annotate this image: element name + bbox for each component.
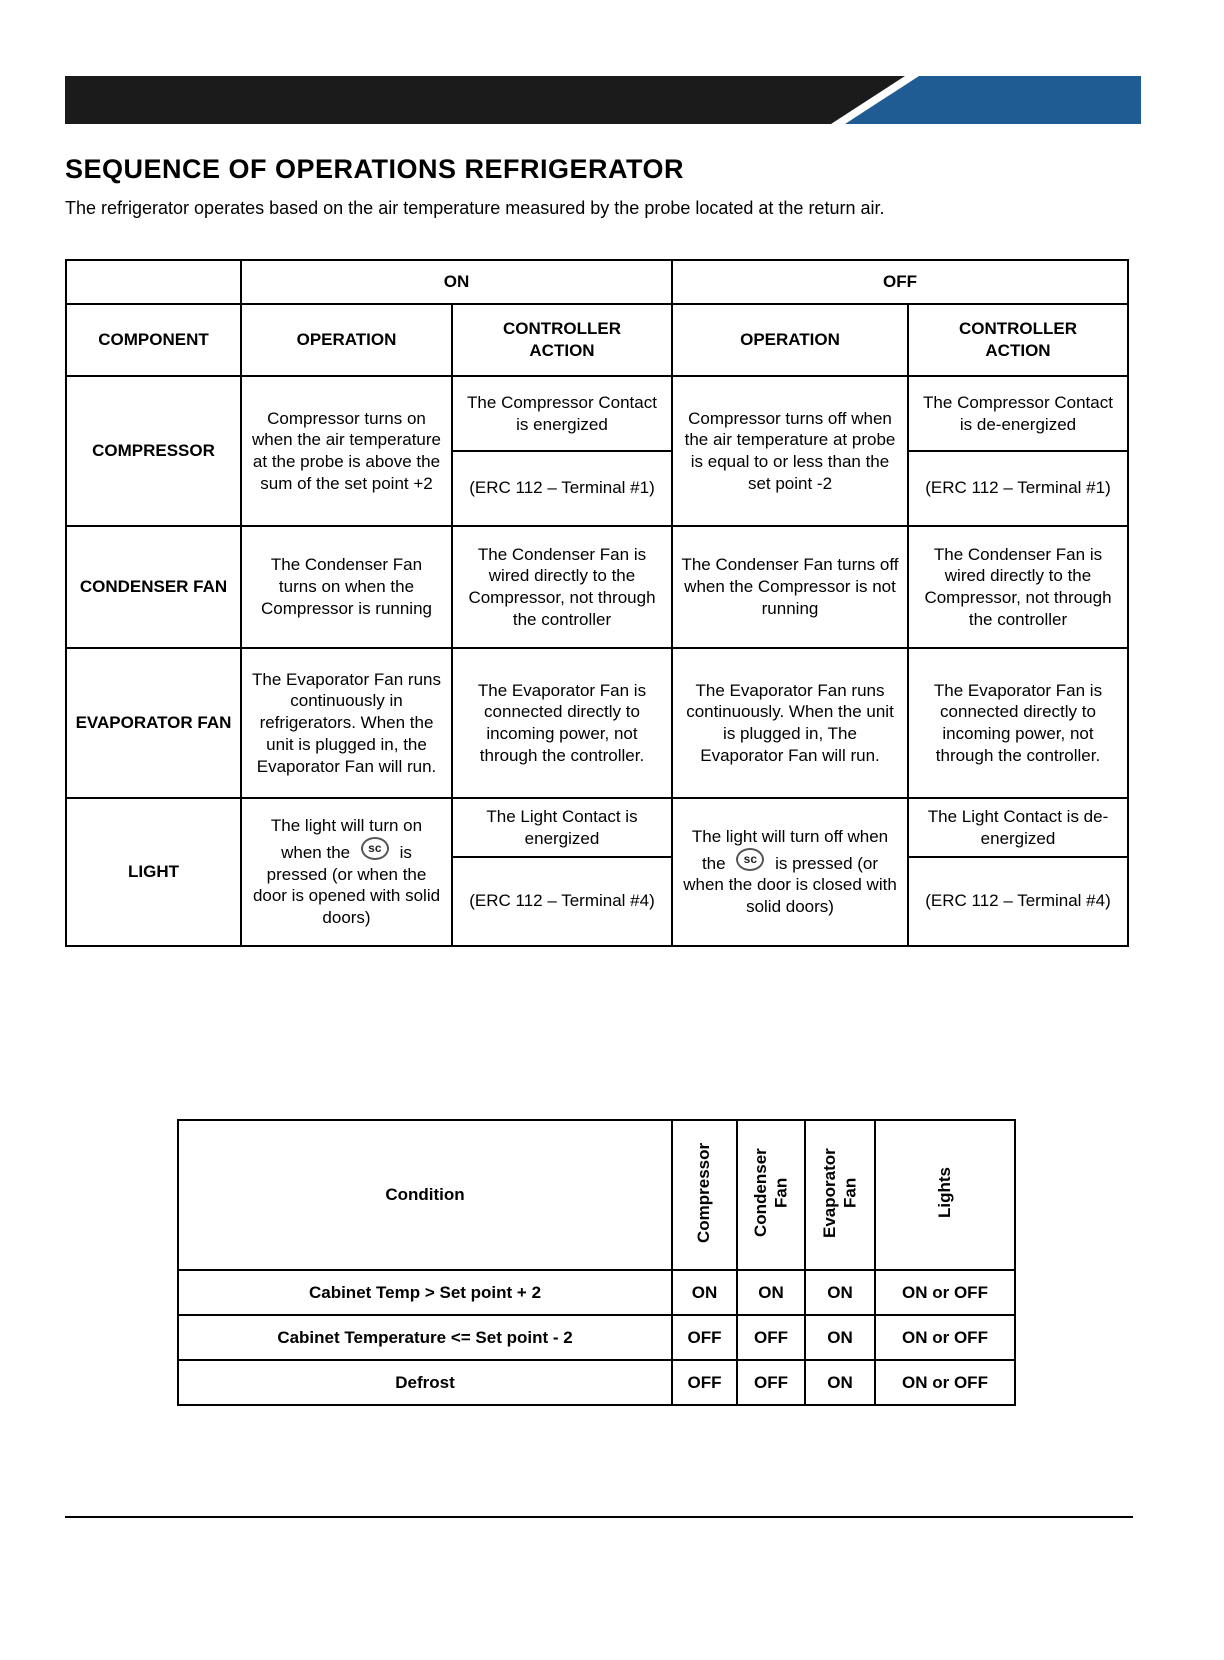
sequence-of-operations-table xyxy=(65,259,1129,947)
condition-1-condenser-fan: ON xyxy=(737,1270,805,1315)
light-component-cell: LIGHT xyxy=(66,798,241,946)
condenser-component-cell: CONDENSER FAN xyxy=(66,526,241,648)
evaporator-fan-row xyxy=(66,648,1128,798)
condition-1-evaporator-fan: ON xyxy=(805,1270,875,1315)
component-header: COMPONENT xyxy=(66,304,241,376)
banner-black-bar xyxy=(65,76,905,124)
condition-2-condenser-fan: OFF xyxy=(737,1315,805,1360)
evaporator-fan-column-header: Evaporator Fan xyxy=(805,1120,875,1270)
page-title: SEQUENCE OF OPERATIONS REFRIGERATOR xyxy=(65,154,685,184)
light-off-action-cell xyxy=(908,798,1128,946)
condition-row-2 xyxy=(178,1315,1015,1360)
condition-3-evaporator-fan: ON xyxy=(805,1360,875,1405)
lights-column-header: Lights xyxy=(875,1120,1015,1270)
light-off-operation-text-after: is pressed (or when the door is closed with solid doors) xyxy=(683,853,897,917)
condenser-off-operation-cell: The Condenser Fan turns off when the Compressor is not running xyxy=(672,526,908,648)
evaporator-component-cell: EVAPORATOR FAN xyxy=(66,648,241,798)
condition-header-row xyxy=(178,1120,1015,1270)
condenser-off-action-cell: The Condenser Fan is wired directly to the Compressor, not through the controller xyxy=(908,526,1128,648)
light-on-action-terminal: (ERC 112 – Terminal #4) xyxy=(469,891,655,911)
light-on-action-cell xyxy=(452,798,672,946)
compressor-on-action-text: The Compressor Contact is energized xyxy=(453,378,671,452)
sc-switch-icon: sc xyxy=(736,848,764,871)
condition-2-label: Cabinet Temperature <= Set point - 2 xyxy=(178,1315,672,1360)
condition-3-lights: ON or OFF xyxy=(875,1360,1015,1405)
document-page xyxy=(0,76,1224,1518)
light-on-operation-cell xyxy=(241,798,452,946)
page-subtitle: The refrigerator operates based on the air temperature measured by the probe located at the return air. xyxy=(65,198,885,218)
condition-header-cell: Condition xyxy=(178,1120,672,1270)
footer-divider xyxy=(65,1516,1133,1518)
condenser-fan-column-header: Condenser Fan xyxy=(737,1120,805,1270)
condition-1-label: Cabinet Temp > Set point + 2 xyxy=(178,1270,672,1315)
compressor-row xyxy=(66,376,1128,526)
off-group-header: OFF xyxy=(672,260,1128,304)
evaporator-off-operation-cell: The Evaporator Fan runs continuously. When the unit is plugged in, The Evaporator Fan will run. xyxy=(672,648,908,798)
column-header-row xyxy=(66,304,1128,376)
condenser-on-action-cell: The Condenser Fan is wired directly to the Compressor, not through the controller xyxy=(452,526,672,648)
light-off-action-terminal: (ERC 112 – Terminal #4) xyxy=(925,891,1111,911)
light-off-operation-cell xyxy=(672,798,908,946)
evaporator-on-operation-cell: The Evaporator Fan runs continuously in refrigerators. When the unit is plugged in, the Evaporator Fan will run. xyxy=(241,648,452,798)
on-group-header: ON xyxy=(241,260,672,304)
compressor-off-operation-cell: Compressor turns off when the air temperature at probe is equal to or less than the set point -2 xyxy=(672,376,908,526)
compressor-column-header: Compressor xyxy=(672,1120,737,1270)
compressor-on-action-terminal: (ERC 112 – Terminal #1) xyxy=(469,478,655,498)
condenser-fan-row xyxy=(66,526,1128,648)
light-off-operation-text-before: The light will turn off when the xyxy=(691,827,889,873)
condenser-on-operation-cell: The Condenser Fan turns on when the Compressor is running xyxy=(241,526,452,648)
off-operation-header: OPERATION xyxy=(672,304,908,376)
light-on-operation-text-after: is pressed (or when the door is opened with solid doors) xyxy=(252,842,441,928)
blank-corner-cell xyxy=(66,260,241,304)
compressor-off-action-terminal: (ERC 112 – Terminal #1) xyxy=(925,478,1111,498)
light-on-action-text: The Light Contact is energized xyxy=(453,800,671,858)
on-controller-action-header: CONTROLLER ACTION xyxy=(452,304,672,376)
compressor-on-operation-cell: Compressor turns on when the air temperature at the probe is above the sum of the set point +2 xyxy=(241,376,452,526)
compressor-on-action-cell xyxy=(452,376,672,526)
compressor-off-action-text: The Compressor Contact is de-energized xyxy=(909,378,1127,452)
off-controller-action-header: CONTROLLER ACTION xyxy=(908,304,1128,376)
group-header-row xyxy=(66,260,1128,304)
header-banner xyxy=(65,76,1159,124)
light-off-action-text: The Light Contact is de-energized xyxy=(909,800,1127,858)
evaporator-off-action-cell: The Evaporator Fan is connected directly to incoming power, not through the controller. xyxy=(908,648,1128,798)
condition-row-3 xyxy=(178,1360,1015,1405)
condition-3-compressor: OFF xyxy=(672,1360,737,1405)
condition-2-compressor: OFF xyxy=(672,1315,737,1360)
compressor-off-action-cell xyxy=(908,376,1128,526)
condition-3-label: Defrost xyxy=(178,1360,672,1405)
condition-row-1 xyxy=(178,1270,1015,1315)
on-operation-header: OPERATION xyxy=(241,304,452,376)
condition-1-lights: ON or OFF xyxy=(875,1270,1015,1315)
compressor-component-cell: COMPRESSOR xyxy=(66,376,241,526)
condition-3-condenser-fan: OFF xyxy=(737,1360,805,1405)
condition-2-evaporator-fan: ON xyxy=(805,1315,875,1360)
condition-2-lights: ON or OFF xyxy=(875,1315,1015,1360)
condition-table xyxy=(177,1119,1016,1406)
evaporator-on-action-cell: The Evaporator Fan is connected directly to incoming power, not through the controller. xyxy=(452,648,672,798)
light-row xyxy=(66,798,1128,946)
sc-switch-icon: sc xyxy=(361,837,389,860)
condition-1-compressor: ON xyxy=(672,1270,737,1315)
light-on-operation-text-before: The light will turn on when the xyxy=(270,816,423,862)
